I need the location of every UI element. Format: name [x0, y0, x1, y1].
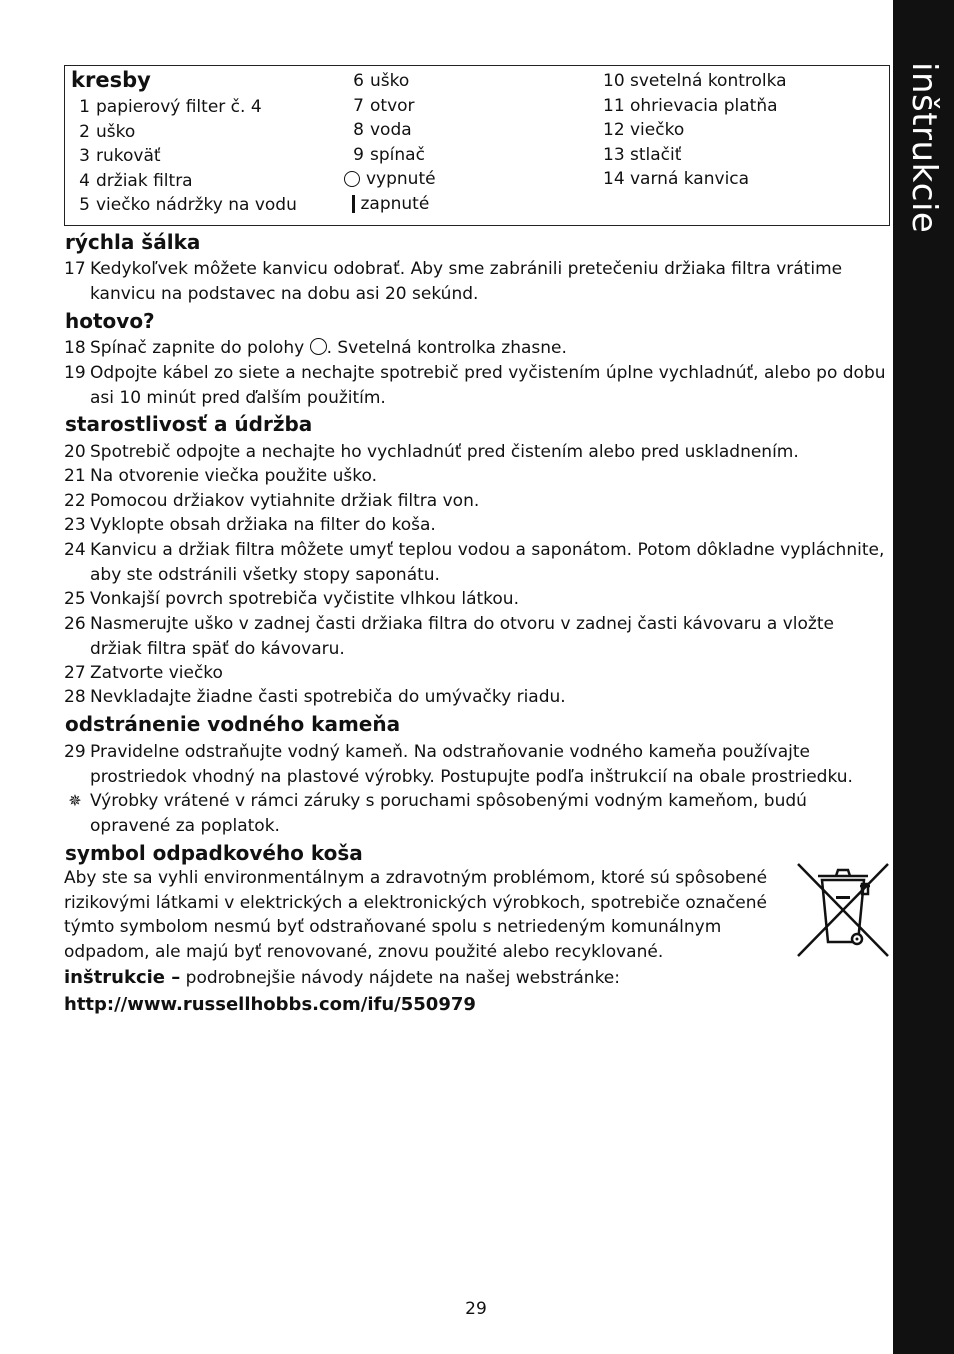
- list-item: ✵ Výrobky vrátené v rámci záruky s poruchami spôsobenými vodným kameňom, budú opravené za poplatok.: [64, 789, 890, 838]
- list-item: 24 Kanvicu a držiak filtra môžete umyť teplou vodou a saponátom. Potom dôkladne vypláchnite, aby ste odstránili všetky stopy saponátu.: [64, 540, 885, 585]
- off-symbol-icon: [344, 171, 360, 187]
- legend-item: 14 varná kanvica: [603, 169, 750, 190]
- crossed-out-bin-icon: [796, 862, 890, 958]
- list-item: 26 Nasmerujte uško v zadnej časti držiaka filtra do otvoru v zadnej časti kávovaru a vložte držiak filtra späť do kávovaru.: [64, 614, 834, 659]
- list-item: 27 Zatvorte viečko: [64, 663, 223, 683]
- legend-column-1: [73, 95, 297, 218]
- section-title-care: starostlivosť a údržba: [65, 412, 313, 436]
- section-title-quick-cup: rýchla šálka: [65, 230, 201, 254]
- legend-item: 9 spínač: [353, 144, 425, 165]
- legend-item: 10 svetelná kontrolka: [603, 71, 787, 91]
- legend-item: 7 otvor: [353, 95, 415, 116]
- list-item: 18 Spínač zapnite do polohy . Svetelná kontrolka zhasne.: [64, 338, 567, 358]
- list-item: 20 Spotrebič odpojte a nechajte ho vychladnúť pred čistením alebo pred uskladnením.: [64, 442, 799, 462]
- page-number: 29: [465, 1299, 487, 1319]
- list-item: 19 Odpojte kábel zo siete a nechajte spotrebič pred vyčistením úplne vychladnúť, alebo po dobu asi 10 minút pred ďalším použitím.: [64, 363, 886, 408]
- list-item: 25 Vonkajší povrch spotrebiča vyčistite vlhkou látkou.: [64, 589, 519, 609]
- list-item: 28 Nevkladajte žiadne časti spotrebiča do umývačky riadu.: [64, 687, 566, 707]
- instructions-url-link[interactable]: http://www.russellhobbs.com/ifu/550979: [64, 994, 476, 1015]
- list-item: 29 Pravidelne odstraňujte vodný kameň. Na odstraňovanie vodného kameňa používajte prostriedok vhodný na plastové výrobky. Postupujte podľa inštrukcií na obale prostriedku.: [64, 742, 853, 787]
- section-title-descale: odstránenie vodného kameňa: [65, 712, 401, 736]
- legend-item-on: zapnuté: [340, 192, 436, 217]
- legend-item: 5 viečko nádržky na vodu: [79, 195, 297, 216]
- legend-title: kresby: [71, 68, 151, 92]
- legend-item: 4 držiak filtra: [79, 170, 193, 191]
- legend-item: 3 rukoväť: [79, 146, 161, 167]
- off-symbol-icon: [310, 338, 327, 355]
- bin-paragraph: Aby ste sa vyhli environmentálnym a zdravotným problémom, ktoré sú spôsobené rizikovými látkami v elektrických a elektronických výrobkoch, spotrebiče označené týmto symbolom nesmú byť odstraňované spolu s netriedeným komunálnym odpadom, ale majú byť renovované, znovu použité alebo recyklované.: [64, 868, 768, 962]
- legend-item: 13 stlačiť: [603, 144, 682, 165]
- on-symbol-icon: [352, 195, 355, 213]
- instructions-line: inštrukcie – podrobnejšie návody nájdete na našej webstránke:: [64, 967, 620, 988]
- legend-item: 6 uško: [353, 71, 410, 91]
- section-title-done: hotovo?: [65, 309, 155, 333]
- legend-item: 8 voda: [353, 120, 412, 141]
- legend-item: 2 uško: [79, 121, 136, 142]
- legend-item: 12 viečko: [603, 120, 685, 141]
- legend-box: [64, 65, 890, 226]
- list-item: 23 Vyklopte obsah držiaka na filter do koša.: [64, 515, 436, 535]
- list-item: 22 Pomocou držiakov vytiahnite držiak filtra von.: [64, 491, 480, 511]
- list-item: 17 Kedykoľvek môžete kanvicu odobrať. Aby sme zabránili pretečeniu držiaka filtra vrátime kanvicu na podstavec na dobu asi 20 sekúnd.: [64, 259, 843, 304]
- legend-item-off: vypnuté: [340, 167, 436, 192]
- legend-item: 1 papierový filter č. 4: [79, 97, 262, 117]
- legend-column-3: [603, 69, 787, 192]
- sidebar-label: inštrukcie: [904, 62, 944, 234]
- section-title-bin: symbol odpadkového koša: [65, 841, 363, 865]
- list-item: 21 Na otvorenie viečka použite uško.: [64, 466, 377, 486]
- legend-item: 11 ohrievacia platňa: [603, 95, 778, 116]
- warning-star-icon: ✵: [68, 791, 82, 810]
- legend-column-2: [340, 69, 436, 217]
